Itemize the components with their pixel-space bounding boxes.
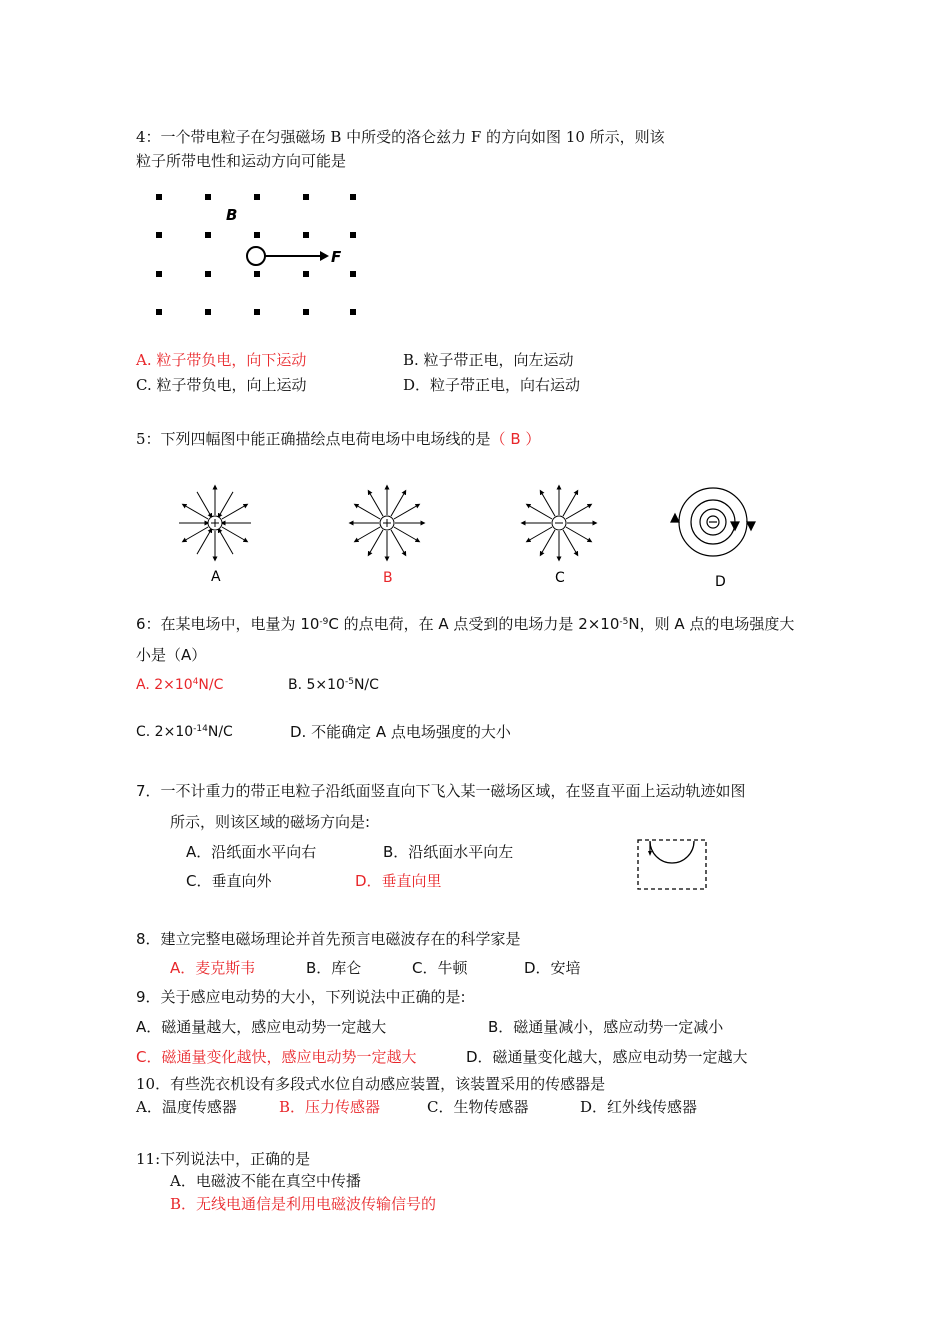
q8-option-c: C．牛顿 [412, 959, 468, 977]
field-label-b: B [226, 206, 238, 224]
q10-option-a: A．温度传感器 [136, 1098, 237, 1116]
q9-stem: 9．关于感应电动势的大小，下列说法中正确的是: [136, 988, 466, 1006]
charged-particle [247, 247, 265, 265]
q5-stem: 5：下列四幅图中能正确描绘点电荷电场中电场线的是（ B ） [136, 430, 541, 448]
figure-a [179, 487, 251, 559]
q10-option-d: D．红外线传感器 [580, 1098, 698, 1116]
q8-stem: 8．建立完整电磁场理论并首先预言电磁波存在的科学家是 [136, 930, 521, 948]
field-dot [205, 309, 211, 315]
q4-stem-line2: 粒子所带电性和运动方向可能是 [136, 152, 347, 170]
force-arrowhead [320, 251, 329, 261]
field-dot [303, 309, 309, 315]
figure-label-d: D [715, 574, 726, 590]
figure-label-a: A [211, 569, 221, 585]
q9-option-b: B．磁通量减小，感应动势一定减小 [488, 1018, 724, 1036]
q9-option-a: A．磁通量越大，感应电动势一定越大 [136, 1018, 387, 1036]
q10-stem: 10．有些洗衣机设有多段式水位自动感应装置，该装置采用的传感器是 [136, 1075, 606, 1093]
q11-stem: 11:下列说法中，正确的是 [136, 1150, 311, 1168]
field-dot [350, 194, 356, 200]
trajectory-arc [650, 841, 694, 863]
field-line [184, 527, 208, 541]
q4-option-a: A. 粒子带负电，向下运动 [136, 351, 307, 369]
field-line [541, 492, 555, 516]
field-line [222, 527, 246, 541]
q7-option-a: A．沿纸面水平向右 [186, 843, 317, 861]
q9-option-c: C．磁通量变化越快，感应电动势一定越大 [136, 1048, 417, 1066]
q7-option-b: B．沿纸面水平向左 [383, 843, 514, 861]
q6-option-b: B. $5\times 10^{-5}N/C$ [288, 677, 379, 693]
field-dot [254, 271, 260, 277]
field-dot [350, 271, 356, 277]
q4-option-b: B. 粒子带正电，向左运动 [403, 351, 574, 369]
field-dot [156, 309, 162, 315]
q4-option-d: D．粒子带正电，向右运动 [403, 376, 581, 394]
field-line [541, 530, 555, 554]
field-dot [205, 271, 211, 277]
q8-option-a: A．麦克斯韦 [170, 959, 256, 977]
field-dot [254, 309, 260, 315]
field-line [369, 530, 383, 554]
field-line [528, 505, 552, 519]
q7-option-d: D．垂直向里 [355, 872, 442, 890]
q10-option-c: C．生物传感器 [427, 1098, 529, 1116]
field-line [219, 492, 233, 516]
figure-c [523, 487, 595, 559]
field-dot [205, 194, 211, 200]
q7-trajectory-figure [636, 837, 710, 893]
q6-option-d: D. 不能确定 A 点电场强度的大小 [290, 723, 511, 741]
q6-stem-line2: 小是（A） [136, 646, 207, 664]
field-dot [350, 309, 356, 315]
figure-label-b: B [383, 570, 393, 586]
q7-stem-line1: 7．一不计重力的带正电粒子沿纸面竖直向下飞入某一磁场区域，在竖直平面上运动轨迹如图 [136, 782, 746, 800]
field-dot [254, 232, 260, 238]
field-line [563, 492, 577, 516]
field-line [369, 492, 383, 516]
q4-stem-line1: 4：一个带电粒子在匀强磁场 B 中所受的洛仑兹力 F 的方向如图 10 所示，则该 [136, 128, 665, 146]
field-line [222, 505, 246, 519]
q7-option-c: C．垂直向外 [186, 872, 272, 890]
field-dot [303, 194, 309, 200]
q9-option-d: D．磁通量变化越大，感应电动势一定越大 [466, 1048, 748, 1066]
force-label-f: F [331, 248, 342, 266]
field-line [197, 530, 211, 554]
field-line [219, 530, 233, 554]
q7-stem-line2: 所示，则该区域的磁场方向是: [170, 813, 371, 831]
field-line [566, 505, 590, 519]
field-line [528, 527, 552, 541]
field-dot [303, 271, 309, 277]
field-line [184, 505, 208, 519]
figure-b [351, 487, 423, 559]
field-dot [156, 232, 162, 238]
q11-option-a: A．电磁波不能在真空中传播 [170, 1172, 361, 1190]
field-dot [205, 232, 211, 238]
q6-option-a: A. $2\times 10^4N/C$ [136, 677, 224, 693]
field-line [563, 530, 577, 554]
field-line [356, 527, 380, 541]
q5-answer: （ B ） [490, 430, 541, 448]
field-line [391, 492, 405, 516]
q4-magnetic-field-figure [140, 183, 370, 323]
field-dot [254, 194, 260, 200]
q6-option-c: C. $2\times 10^{-14}N/C$ [136, 724, 233, 740]
field-line [197, 492, 211, 516]
field-dot [303, 232, 309, 238]
q10-option-b: B．压力传感器 [279, 1098, 381, 1116]
field-dot [156, 271, 162, 277]
field-dot [350, 232, 356, 238]
field-line [394, 527, 418, 541]
magnetic-region-box [638, 840, 706, 889]
field-line [391, 530, 405, 554]
figure-d [671, 488, 755, 556]
field-dot [156, 194, 162, 200]
field-line [394, 505, 418, 519]
q8-option-b: B．库仑 [306, 959, 362, 977]
figure-label-c: C [555, 570, 565, 586]
field-line [356, 505, 380, 519]
q4-option-c: C. 粒子带负电，向上运动 [136, 376, 307, 394]
q11-option-b: B．无线电通信是利用电磁波传输信号的 [170, 1195, 437, 1213]
q8-option-d: D．安培 [524, 959, 581, 977]
q5-field-line-figures [165, 478, 780, 593]
q6-stem-line1: 6：在某电场中，电量为 $10^{-9}C$ 的点电荷，在 A 点受到的电场力是 $2\times 10^{-5}N$，则 A 点的电场强度大 [136, 615, 795, 633]
field-line [566, 527, 590, 541]
